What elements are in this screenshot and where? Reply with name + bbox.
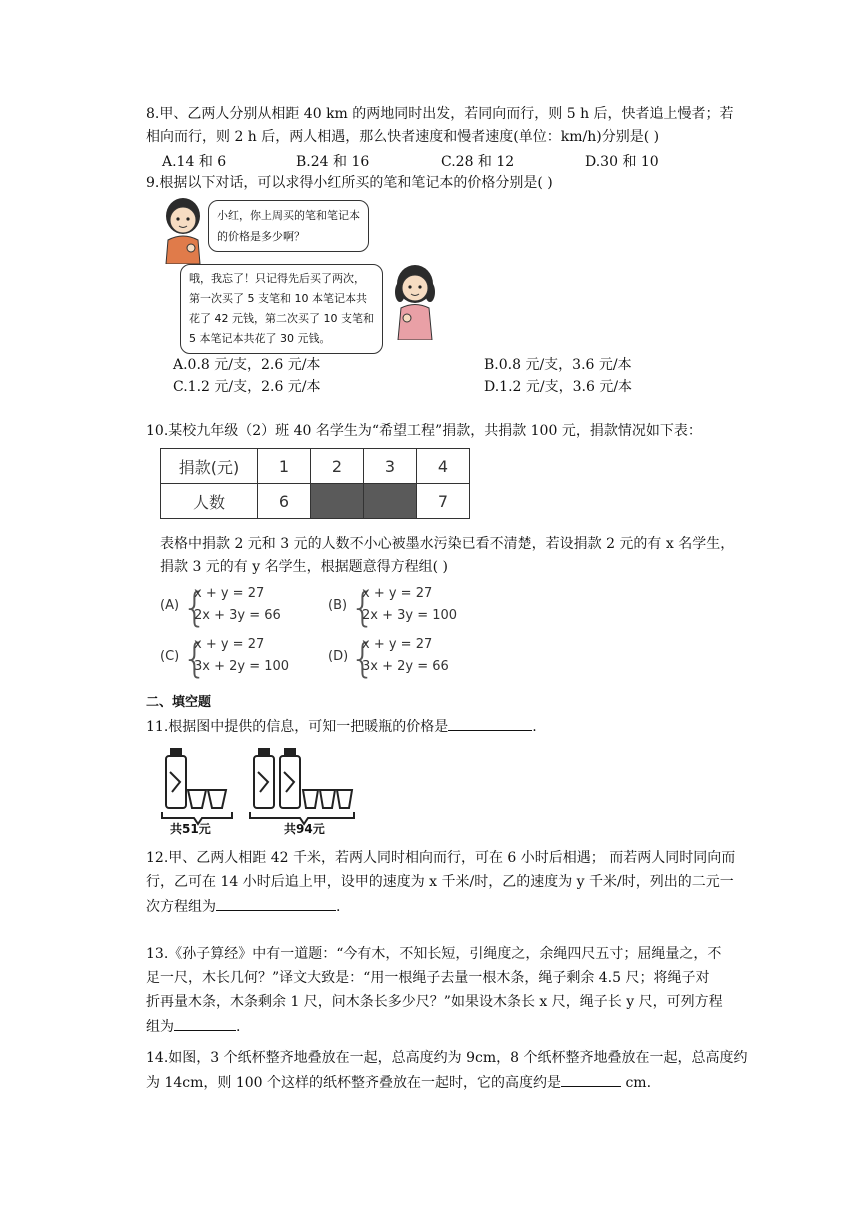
bubble-girl-line-4: 5 本笔记本共花了 30 元钱。 [189,332,331,345]
answer-blank[interactable] [561,1072,621,1087]
q8-option-b[interactable]: B.24 和 16 [296,154,370,170]
q14-text: 为 14cm，则 100 个这样的纸杯整齐叠放在一起时，它的高度约是 [146,1075,562,1091]
q10-option-c[interactable] [160,637,290,681]
bubble-boy-line-1: 小红，你上周买的笔和笔记本 [217,209,360,222]
bubble-girl-line-1: 哦，我忘了！只记得先后买了两次， [189,272,365,285]
q9-option-a[interactable]: A.0.8 元/支，2.6 元/本 [173,357,321,373]
bubble-girl-line-3: 花了 42 元钱，第二次买了 10 支笔和 [189,312,374,325]
q14-unit: cm. [621,1075,652,1091]
q8-option-c[interactable]: C.28 和 12 [441,154,515,170]
q12-line-2: 行，乙可在 14 小时后追上甲，设甲的速度为 x 千米/时，乙的速度为 y 千米/时，列出的二元一 [146,874,734,890]
option-label: (D) [328,649,349,664]
equation-1: x + y = 27 [194,637,265,652]
bubble-girl-line-2: 第一次买了 5 支笔和 10 本笔记本共 [189,292,367,305]
equation-2: 2x + 3y = 100 [362,608,458,623]
ink-stained-cell [364,484,417,519]
table-cell: 6 [258,484,311,519]
equation-1: x + y = 27 [194,586,265,601]
q12-line-3 [146,896,340,917]
q10-option-a[interactable] [160,586,290,630]
equation-1: x + y = 27 [362,637,433,652]
q8-line-1: 8.甲、乙两人分别从相距 40 km 的两地同时出发，若同向而行，则 5 h 后，快者追上慢者；若 [146,106,734,122]
boy-illustration [160,196,206,264]
brace-icon: { [350,585,376,631]
answer-blank[interactable] [174,1016,236,1031]
q10-desc-line-2: 捐款 3 元的有 y 名学生，根据题意得方程组( ) [160,559,448,575]
table-cell: 3 [364,449,417,484]
q13-line-2: 足一尺，木长几何？”译文大致是：“用一根绳子去量一根木条，绳子剩余 4.5 尺；将绳子对 [146,970,710,986]
q14-line-2 [146,1072,651,1093]
table-cell: 7 [417,484,470,519]
q10-desc-line-1: 表格中捐款 2 元和 3 元的人数不小心被墨水污染已看不清楚，若设捐款 2 元的有 x 名学生， [160,536,735,552]
q9-option-d[interactable]: D.1.2 元/支，3.6 元/本 [484,379,633,395]
q12-text: 次方程组为 [146,899,216,915]
equation-2: 2x + 3y = 66 [194,608,281,623]
section-heading: 二、填空题 [146,695,212,710]
q13-line-4 [146,1016,240,1037]
q11-question [146,716,537,737]
q8-option-a[interactable]: A.14 和 6 [162,154,227,170]
girl-illustration [392,262,438,340]
caption-group-2: 共94元 [284,822,325,836]
q9-question: 9.根据以下对话，可以求得小红所买的笔和笔记本的价格分别是( ) [146,175,553,191]
q13-line-1: 13.《孙子算经》中有一道题：“今有木，不知长短，引绳度之，余绳四尺五寸；屈绳量之，不 [146,946,722,962]
table-header-cell: 捐款(元) [161,449,258,484]
answer-blank[interactable] [216,896,336,911]
table-header-cell: 人数 [161,484,258,519]
q12-period: . [336,899,341,915]
table-cell: 2 [311,449,364,484]
option-label: (A) [160,598,180,613]
equation-1: x + y = 27 [362,586,433,601]
speech-bubble-girl [180,264,383,354]
brace-icon: { [182,636,208,682]
q11-text: 11.根据图中提供的信息，可知一把暖瓶的价格是 [146,719,449,735]
equation-2: 3x + 2y = 100 [194,659,290,674]
table-cell: 1 [258,449,311,484]
brace-icon: { [350,636,376,682]
q13-text: 组为 [146,1019,174,1035]
answer-blank[interactable] [448,716,532,731]
q12-line-1: 12.甲、乙两人相距 42 千米，若两人同时相向而行，可在 6 小时后相遇； 而若两人同时同向而 [146,850,736,866]
equation-2: 3x + 2y = 66 [362,659,449,674]
q9-option-c[interactable]: C.1.2 元/支，2.6 元/本 [173,379,321,395]
option-label: (C) [160,649,180,664]
q10-question: 10.某校九年级（2）班 40 名学生为“希望工程”捐款，共捐款 100 元，捐款情况如下表： [146,423,702,439]
q9-option-b[interactable]: B.0.8 元/支，3.6 元/本 [484,357,632,373]
table-row [161,484,470,519]
q11-period: . [532,719,537,735]
speech-bubble-boy [208,200,369,252]
q14-line-1: 14.如图，3 个纸杯整齐地叠放在一起，总高度约为 9cm，8 个纸杯整齐地叠放在一起，总高度约 [146,1050,748,1066]
q10-option-d[interactable] [328,637,468,681]
bubble-boy-line-2: 的价格是多少啊？ [217,230,305,243]
caption-group-1: 共51元 [170,822,211,836]
q13-line-3: 折再量木条，木条剩余 1 尺，问木条长多少尺？”如果设木条长 x 尺，绳子长 y 尺，可列方程 [146,994,723,1010]
table-cell: 4 [417,449,470,484]
ink-stained-cell [311,484,364,519]
q8-line-2: 相向而行，则 2 h 后，两人相遇，那么快者速度和慢者速度(单位：km/h)分别是( ) [146,129,660,145]
q13-period: . [236,1019,241,1035]
brace-icon: { [182,585,208,631]
q10-option-b[interactable] [328,586,468,630]
option-label: (B) [328,598,348,613]
table-row [161,449,470,484]
q8-option-d[interactable]: D.30 和 10 [585,154,659,170]
donation-table [160,448,470,519]
